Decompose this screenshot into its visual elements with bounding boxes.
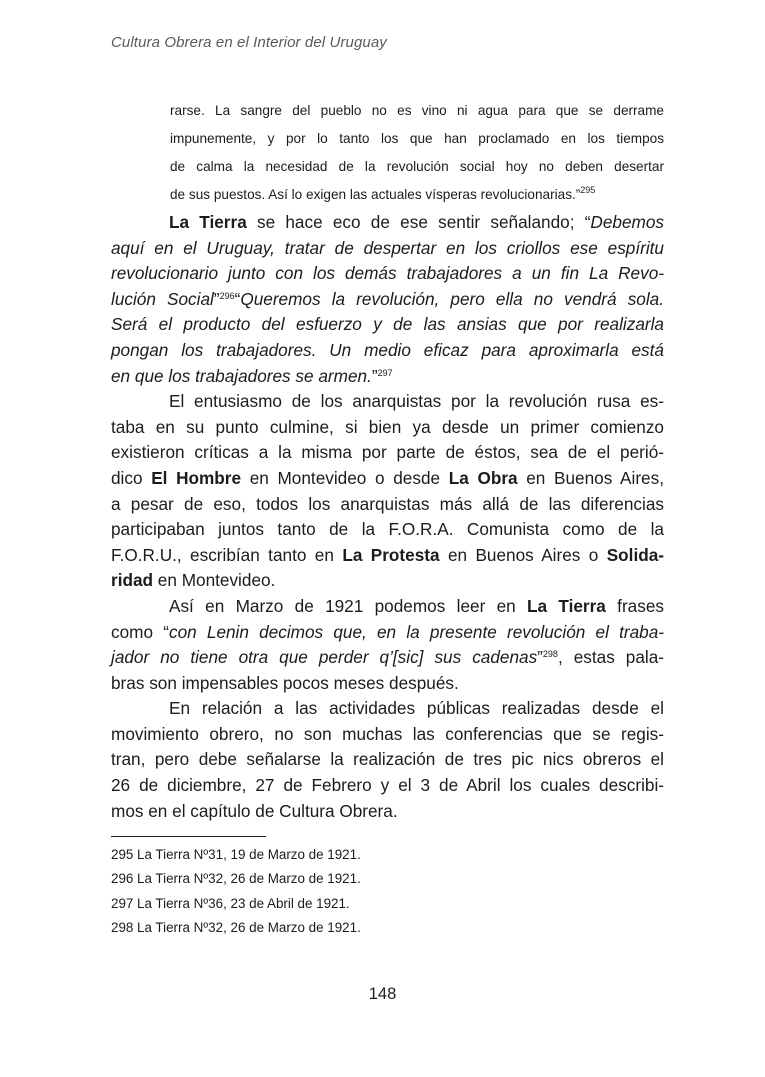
footnote: 295 La Tierra Nº31, 19 de Marzo de 1921.	[111, 847, 361, 862]
footnote-divider	[111, 836, 266, 837]
paragraph-1-line: Será el producto del esfuerzo y de las ansias que por realizarla	[111, 314, 664, 335]
quote-text: de sus puestos. Así lo exigen las actuales vísperas revolucionarias.”	[170, 187, 581, 202]
newspaper-name: Solida-	[606, 544, 665, 565]
newspaper-name: La Tierra	[169, 212, 247, 232]
paragraph-2-line: existieron críticas a la misma por parte de éstos, sea de el perió-	[111, 442, 664, 463]
footnote-ref-296: 296	[219, 290, 235, 301]
newspaper-name: ridad	[111, 570, 154, 591]
footnote-ref-295: 295	[580, 185, 596, 195]
footnote-ref-298: 298	[542, 649, 558, 660]
paragraph-2-line: F.O.R.U., escribían tanto en La Protesta en Buenos Aires o Solida-	[111, 544, 665, 565]
paragraph-2-line: El entusiasmo de los anarquistas por la revolución rusa es-	[169, 391, 664, 412]
paragraph-4-line: En relación a las actividades públicas realizadas desde el	[169, 698, 664, 719]
paragraph-4-line: movimiento obrero, no son muchas las conferencias que se regis-	[111, 723, 664, 744]
paragraph-4-line: mos en el capítulo de Cultura Obrera.	[111, 800, 398, 821]
footnotes	[111, 843, 361, 940]
paragraph-2-line: taba en su punto culmine, si bien ya desde un primer comienzo	[111, 416, 664, 437]
paragraph-1-line: lución Social”$^{296}$“Queremos la revolución, pero ella no vendrá sola.	[111, 288, 665, 309]
paragraph-1-line: en que los trabajadores se armen.”$^{297}$	[111, 365, 393, 386]
newspaper-name: La Protesta	[342, 544, 440, 565]
block-quote	[170, 97, 664, 209]
page-number: 148	[368, 985, 397, 1003]
footnote: 298 La Tierra Nº32, 26 de Marzo de 1921.	[111, 919, 361, 935]
paragraph-3-line: jador no tiene otra que perder q’[sic] sus cadenas”$^{298}$, estas pala-	[111, 647, 664, 668]
paragraph-4-line: 26 de diciembre, 27 de Febrero y el 3 de Abril los cuales describi-	[111, 775, 664, 796]
paragraph-3-line: Así en Marzo de 1921 podemos leer en La Tierra frases	[169, 595, 664, 616]
footnote: 296 La Tierra Nº32, 26 de Marzo de 1921.	[111, 871, 361, 887]
quote-line: de calma la necesidad de la revolución social hoy no deben desertar	[170, 159, 664, 174]
quote-line: impunemente, y por lo tanto los que han proclamado en los tiempos	[170, 131, 664, 146]
paragraph-1-line: revolucionario junto con los demás trabajadores a un fin La Revo-	[111, 263, 664, 284]
paragraph-1-line: pongan los trabajadores. Un medio eficaz para aproximarla está	[111, 339, 664, 360]
running-header: Cultura Obrera en el Interior del Uruguay	[111, 34, 387, 51]
newspaper-name: El Hombre	[151, 467, 242, 488]
paragraph-3-line: bras son impensables pocos meses después.	[111, 672, 459, 693]
paragraph-4-line: tran, pero debe señalarse la realización de tres pic nics obreros el	[111, 749, 664, 770]
quote-line: rarse. La sangre del pueblo no es vino ni agua para que se derrame	[170, 103, 664, 118]
paragraph-1-line: aquí en el Uruguay, tratar de despertar en los criollos ese espíritu	[111, 237, 664, 258]
paragraph-2-line: ridad en Montevideo.	[111, 570, 276, 591]
newspaper-name: La Tierra	[527, 595, 606, 616]
footnote: 297 La Tierra Nº36, 23 de Abril de 1921.	[111, 895, 350, 911]
footnote-ref-297: 297	[377, 367, 393, 378]
paragraph-2-line: dico El Hombre en Montevideo o desde La Obra en Buenos Aires,	[111, 467, 664, 488]
paragraph-1-line: La Tierra se hace eco de ese sentir señalando; “Debemos	[169, 212, 664, 232]
body-text	[111, 210, 664, 824]
paragraph-2-line: participaban juntos tanto de la F.O.R.A. Comunista como de la	[111, 519, 664, 540]
paragraph-3-line: como “con Lenin decimos que, en la presente revolución el traba-	[111, 621, 665, 642]
newspaper-name: La Obra	[448, 467, 518, 488]
quote-line-last	[170, 181, 664, 209]
paragraph-2-line: a pesar de eso, todos los anarquistas más allá de las diferencias	[111, 493, 664, 514]
